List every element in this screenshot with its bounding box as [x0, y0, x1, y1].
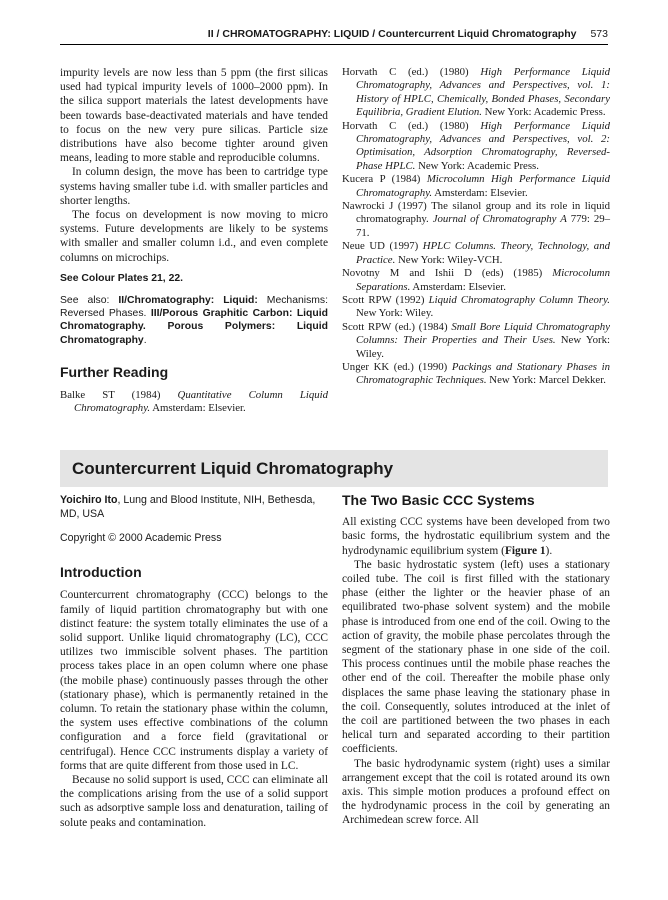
see-also-label: See also: [60, 295, 110, 307]
author-affiliation: , Lung and Blood Institute, NIH, Bethesda, MD, USA [60, 494, 316, 520]
body-paragraph: Countercurrent chromatography (CCC) belongs to the family of liquid partition chromatography but with one distinct feature: the system totally eliminates the use of a solid support. Unlike liquid chromatography (LC), CCC utilizes two immiscible solvent phases. The partition process takes place in an open column where one phase (the mobile phase) continuously passes through the other (stationary phase), which is permanently retained in the column. To retain the stationary phase within the column, the system uses effective combinations of the column configuration and a force field (gravitational or centrifugal). Hence CCC instruments display a variety of forms that are quite different from those used in LC. [60, 589, 328, 772]
author-line [60, 493, 328, 521]
author-name: Yoichiro Ito [60, 494, 118, 506]
colour-plates-note: See Colour Plates 21, 22. [60, 272, 184, 284]
left-column-bottom [60, 493, 328, 830]
reference-item: Nawrocki J (1997) The silanol group and its role in liquid chromatography. Journal of Chromatography A 779: 29–71. [342, 200, 611, 239]
reference-item: Unger KK (ed.) (1990) Packings and Stationary Phases in Chromatographic Techniques. New York: Marcel Dekker. [342, 360, 611, 387]
running-head-title: II / CHROMATOGRAPHY: LIQUID / Countercurrent Liquid Chromatography [207, 28, 577, 40]
body-paragraph: The basic hydrostatic system (left) uses a stationary coiled tube. The coil is first filled with the stationary phase (either the lighter or the heavier phase of an equilibrated two-phase solvent system) and the mobile phase is introduced from one end of the coil. Owing to the action of gravity, the mobile phase percolates through the segment of the stationary phase in one side of the coil. This process continues until the mobile phase reaches the other end of the coil. Thereafter the mobile phase only displaces the same phase leaving the stationary phase in the coil. Consequently, solutes introduced at the inlet of the coil are partitioned between the two phases in each helical turn and separated according to their partition coefficients. [342, 558, 610, 756]
reference-item: Novotny M and Ishii D (eds) (1985) Microcolumn Separations. Amsterdam: Elsevier. [342, 267, 610, 293]
see-also-link[interactable]: III/Porous Graphitic Carbon: Liquid Chromatography. [60, 308, 328, 333]
see-also-link[interactable]: II/Chromatography: Liquid: [118, 295, 258, 307]
left-column-top [60, 66, 328, 416]
two-systems-heading: The Two Basic CCC Systems [342, 492, 535, 508]
body-paragraph: impurity levels are now less than 5 ppm (the first silicas used had typical impurity levels of 1000–2000 ppm). In the silica support materials the latest developments have been towards base-deactivated materials and have tended to focus on the new very pure silicas. Particle size distributions have also become tighter around given means, leading to more stable and reproducible columns. [60, 67, 328, 165]
further-reading-heading: Further Reading [60, 363, 169, 380]
running-head [60, 28, 608, 45]
introduction-heading: Introduction [60, 564, 142, 581]
reference-item: Scott RPW (ed.) (1984) Small Bore Liquid Chromatography Columns: Their Properties and Their Uses. New York: Wiley. [342, 320, 610, 360]
page-number: 573 [590, 28, 608, 40]
article-title-band [60, 450, 608, 487]
reference-item: Kucera P (1984) Microcolumn High Performance Liquid Chromatography. Amsterdam: Elsevier. [342, 173, 610, 199]
reference-item: Horvath C (ed.) (1980) High Performance Liquid Chromatography, Advances and Perspectives, vol. 1: History of HPLC, Chemically, Bonded Phases, Secondary Equilibria, Gradient Elution. New York: Academic Press. [342, 66, 610, 119]
see-also-link[interactable]: Mechanisms: Reversed Phases. [60, 295, 329, 320]
reference-item: Horvath C (ed.) (1980) High Performance Liquid Chromatography, Advances and Perspectives, vol. 2: Optimisation, Adsorption Chromatography, Reversed-Phase HPLC. New York: Academic Press. [342, 119, 610, 172]
reference-item: Neue UD (1997) HPLC Columns. Theory, Technology, and Practice. New York: Wiley-VCH. [342, 240, 610, 266]
see-also-link[interactable]: Porous Polymers: Liquid Chromatography [60, 321, 328, 346]
body-paragraph: The basic hydrodynamic system (right) uses a similar arrangement except that the coil is rotated around its own axis. This simple motion produces a profound effect on the hydrodynamic process in the coil by generating an Archimedean screw force. All [342, 757, 610, 827]
copyright-line: Copyright © 2000 Academic Press [60, 532, 222, 544]
reference-item: Scott RPW (1992) Liquid Chromatography Column Theory. New York: Wiley. [342, 293, 610, 320]
figure-reference-link[interactable]: Figure 1 [504, 544, 546, 557]
body-paragraph: The focus on development is now moving to micro systems. Future developments are likely to be systems with smaller and smaller column i.d., and even complete columns on microchips. [60, 209, 328, 264]
right-column-bottom [342, 493, 610, 828]
see-also: See also: II/Chromatography: Liquid: Mechanisms: Reversed Phases. III/Porous Graphitic Carbon: Liquid Chromatography. Porous Polymers: Liquid Chromatography. [60, 295, 329, 346]
body-paragraph: Because no solid support is used, CCC can eliminate all the complications arising from the use of a solid support such as adsorptive sample loss and denaturation, tailing of solute peaks and contamination. [60, 774, 328, 829]
reference-item: Balke ST (1984) Quantitative Column Liquid Chromatography. Amsterdam: Elsevier. [60, 389, 329, 415]
reference-list [342, 66, 610, 388]
body-paragraph: All existing CCC systems have been developed from two basic forms, the hydrostatic equilibrium system and the hydrodynamic equilibrium system (Figure 1). [342, 516, 610, 557]
article-title: Countercurrent Liquid Chromatography [72, 459, 394, 478]
body-paragraph: In column design, the move has been to cartridge type systems having smaller tube i.d. with smaller particles and shorter lengths. [60, 166, 328, 207]
